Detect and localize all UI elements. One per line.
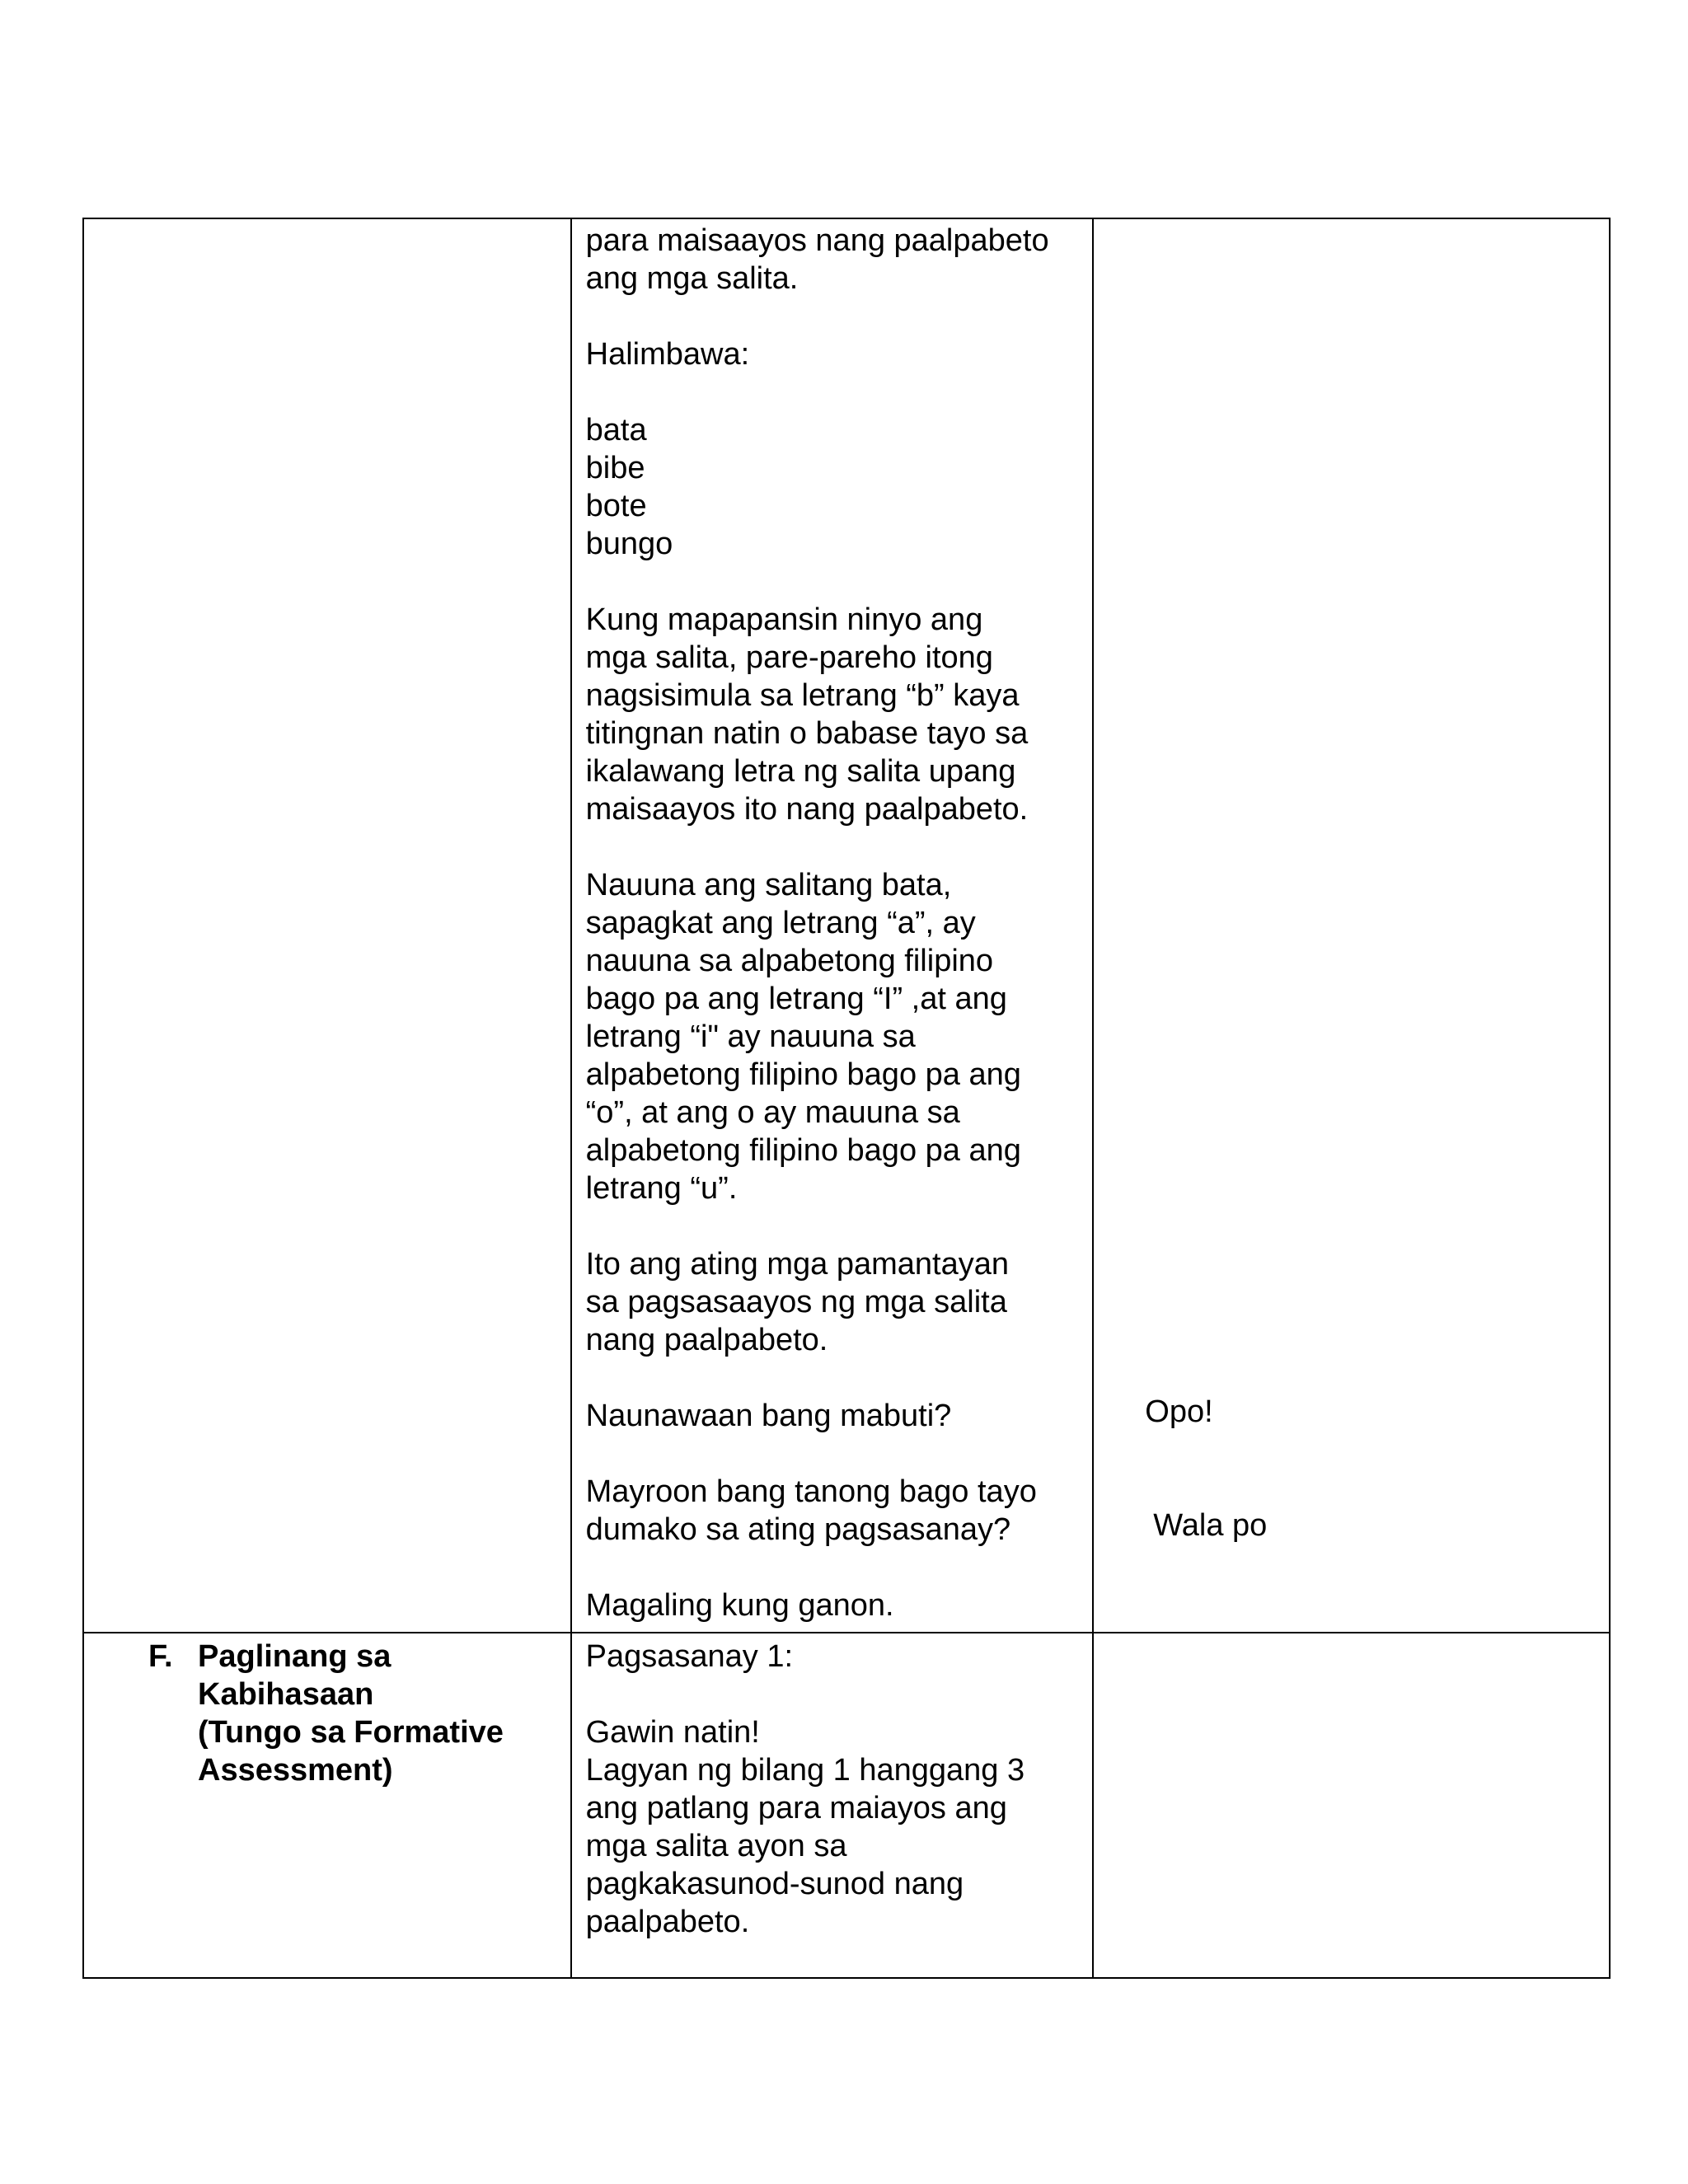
paragraph — [586, 1586, 1085, 1624]
student-response-opo: Opo! — [1145, 1394, 1213, 1429]
text-line: bote — [585, 489, 647, 523]
text-line: mga salita ayon sa — [585, 1829, 847, 1863]
text-line: ang mga salita. — [585, 261, 799, 296]
text-line: alpabetong filipino bago pa ang — [585, 1057, 1021, 1092]
text-line: Ito ang ating mga pamantayan — [585, 1247, 1009, 1282]
student-activity-cell — [1093, 218, 1610, 1633]
text-line: nauuna sa alpabetong filipino — [585, 944, 994, 978]
text-line: Kung mapapansin ninyo ang — [585, 602, 983, 637]
text-line: Halimbawa: — [585, 337, 750, 372]
teacher-activity-text — [572, 1633, 1093, 1941]
teacher-activity-cell — [571, 218, 1094, 1633]
lesson-plan-table — [82, 218, 1611, 1979]
section-cell — [83, 218, 571, 1633]
text-line: titingnan natin o babase tayo sa — [585, 716, 1029, 751]
text-line: nang paalpabeto. — [585, 1323, 828, 1357]
text-line: “o”, at ang o ay mauuna sa — [585, 1095, 960, 1130]
section-title-line: Kabihasaan — [198, 1677, 374, 1712]
text-line: bago pa ang letrang “I” ,at ang — [585, 982, 1007, 1016]
text-line: mga salita, pare-pareho itong — [585, 640, 993, 675]
section-title-line: Assessment) — [198, 1753, 393, 1788]
text-line: maisaayos ito nang paalpabeto. — [585, 792, 1029, 827]
text-line: bungo — [585, 527, 673, 561]
text-line: Naunawaan bang mabuti? — [585, 1399, 952, 1433]
paragraph — [586, 1245, 1085, 1359]
text-line: dumako sa ating pagsasanay? — [585, 1512, 1011, 1547]
table-row — [83, 1633, 1610, 1978]
student-response-wala: Wala po — [1153, 1508, 1268, 1543]
text-line: ang patlang para maiayos ang — [585, 1791, 1007, 1825]
text-line: bata — [585, 413, 647, 448]
text-line: Nauuna ang salitang bata, — [585, 868, 952, 902]
teacher-activity-text — [572, 219, 1093, 1624]
text-line: Lagyan ng bilang 1 hanggang 3 — [585, 1753, 1025, 1788]
paragraph — [586, 1397, 1085, 1435]
paragraph — [586, 335, 1085, 373]
text-line: pagkakasunod-sunod nang — [585, 1867, 964, 1901]
paragraph — [586, 1713, 1085, 1941]
section-title-line: (Tungo sa Formative — [198, 1715, 504, 1750]
text-line: para maisaayos nang paalpabeto — [585, 223, 1049, 258]
paragraph — [586, 1638, 1085, 1675]
section-title-line: Paglinang sa — [198, 1639, 392, 1674]
text-line: letrang “i" ay nauuna sa — [585, 1019, 916, 1054]
text-line: sa pagsasaayos ng mga salita — [585, 1285, 1007, 1319]
paragraph — [586, 1473, 1085, 1549]
text-line: ikalawang letra ng salita upang — [585, 754, 1016, 789]
text-line: bibe — [585, 451, 645, 485]
section-cell — [83, 1633, 571, 1978]
text-line: letrang “u”. — [585, 1171, 738, 1206]
paragraph — [586, 411, 1085, 563]
text-line: Gawin natin! — [585, 1715, 760, 1750]
paragraph — [586, 866, 1085, 1207]
paragraph — [586, 222, 1085, 298]
paragraph — [586, 601, 1085, 828]
text-line: paalpabeto. — [585, 1905, 750, 1939]
text-line: sapagkat ang letrang “a”, ay — [585, 906, 976, 940]
text-line: Mayroon bang tanong bago tayo — [585, 1474, 1037, 1509]
text-line: Magaling kung ganon. — [585, 1588, 894, 1623]
student-activity-cell — [1093, 1633, 1610, 1978]
section-heading — [84, 1633, 570, 1789]
teacher-activity-cell — [571, 1633, 1094, 1978]
text-line: Pagsasanay 1: — [585, 1639, 794, 1674]
text-line: nagsisimula sa letrang “b” kaya — [585, 678, 1020, 713]
table-row — [83, 218, 1610, 1633]
section-letter: F. — [148, 1639, 173, 1674]
text-line: alpabetong filipino bago pa ang — [585, 1133, 1021, 1168]
